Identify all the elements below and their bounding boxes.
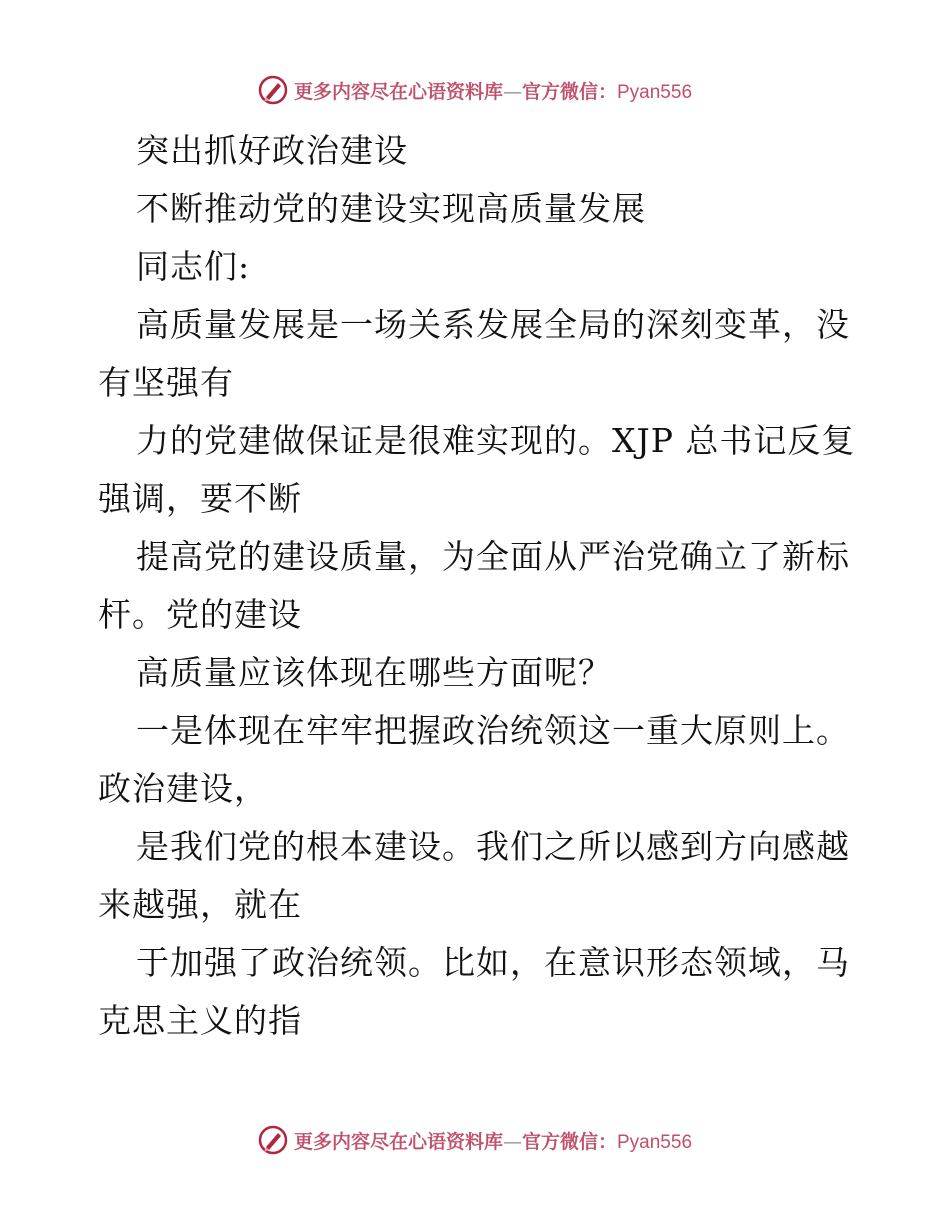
document-line: 提高党的建设质量，为全面从严治党确立了新标	[136, 537, 850, 576]
watermark-separator: —	[502, 80, 522, 103]
document-line: 高质量发展是一场关系发展全局的深刻变革，没	[136, 305, 850, 344]
pen-logo-icon	[258, 75, 288, 105]
document-line: 同志们:	[136, 247, 251, 286]
document-line: 政治建设，	[98, 769, 268, 808]
watermark-wechat-label: 官方微信：	[521, 1130, 617, 1153]
watermark-separator: —	[502, 1130, 522, 1153]
watermark-text	[294, 1127, 692, 1154]
watermark-wechat-label: 官方微信：	[521, 80, 617, 103]
document-line: 克思主义的指	[98, 1001, 302, 1040]
watermark-site-name: 更多内容尽在心语资料库	[293, 80, 503, 103]
document-line: 高质量应该体现在哪些方面呢？	[136, 653, 612, 692]
document-body	[98, 122, 858, 1050]
document-line: 强调，要不断	[98, 479, 302, 518]
header-watermark	[0, 70, 950, 110]
document-line: 不断推动党的建设实现高质量发展	[136, 189, 646, 228]
document-line: 杆。党的建设	[98, 595, 302, 634]
document-line: 于加强了政治统领。比如，在意识形态领域，马	[136, 943, 850, 982]
document-line: 突出抓好政治建设	[136, 131, 408, 170]
document-line: 有坚强有	[98, 363, 234, 402]
document-line: 一是体现在牢牢把握政治统领这一重大原则上。	[136, 711, 850, 750]
document-line: 力的党建做保证是很难实现的。XJP 总书记反复	[136, 421, 856, 460]
watermark-wechat-id: Pyan556	[617, 81, 693, 103]
watermark-wechat-id: Pyan556	[617, 1131, 693, 1153]
document-line: 是我们党的根本建设。我们之所以感到方向感越	[136, 827, 850, 866]
footer-watermark	[0, 1120, 950, 1160]
watermark-site-name: 更多内容尽在心语资料库	[293, 1130, 503, 1153]
document-line: 来越强，就在	[98, 885, 302, 924]
watermark-text	[294, 77, 692, 104]
pen-logo-icon	[258, 1125, 288, 1155]
